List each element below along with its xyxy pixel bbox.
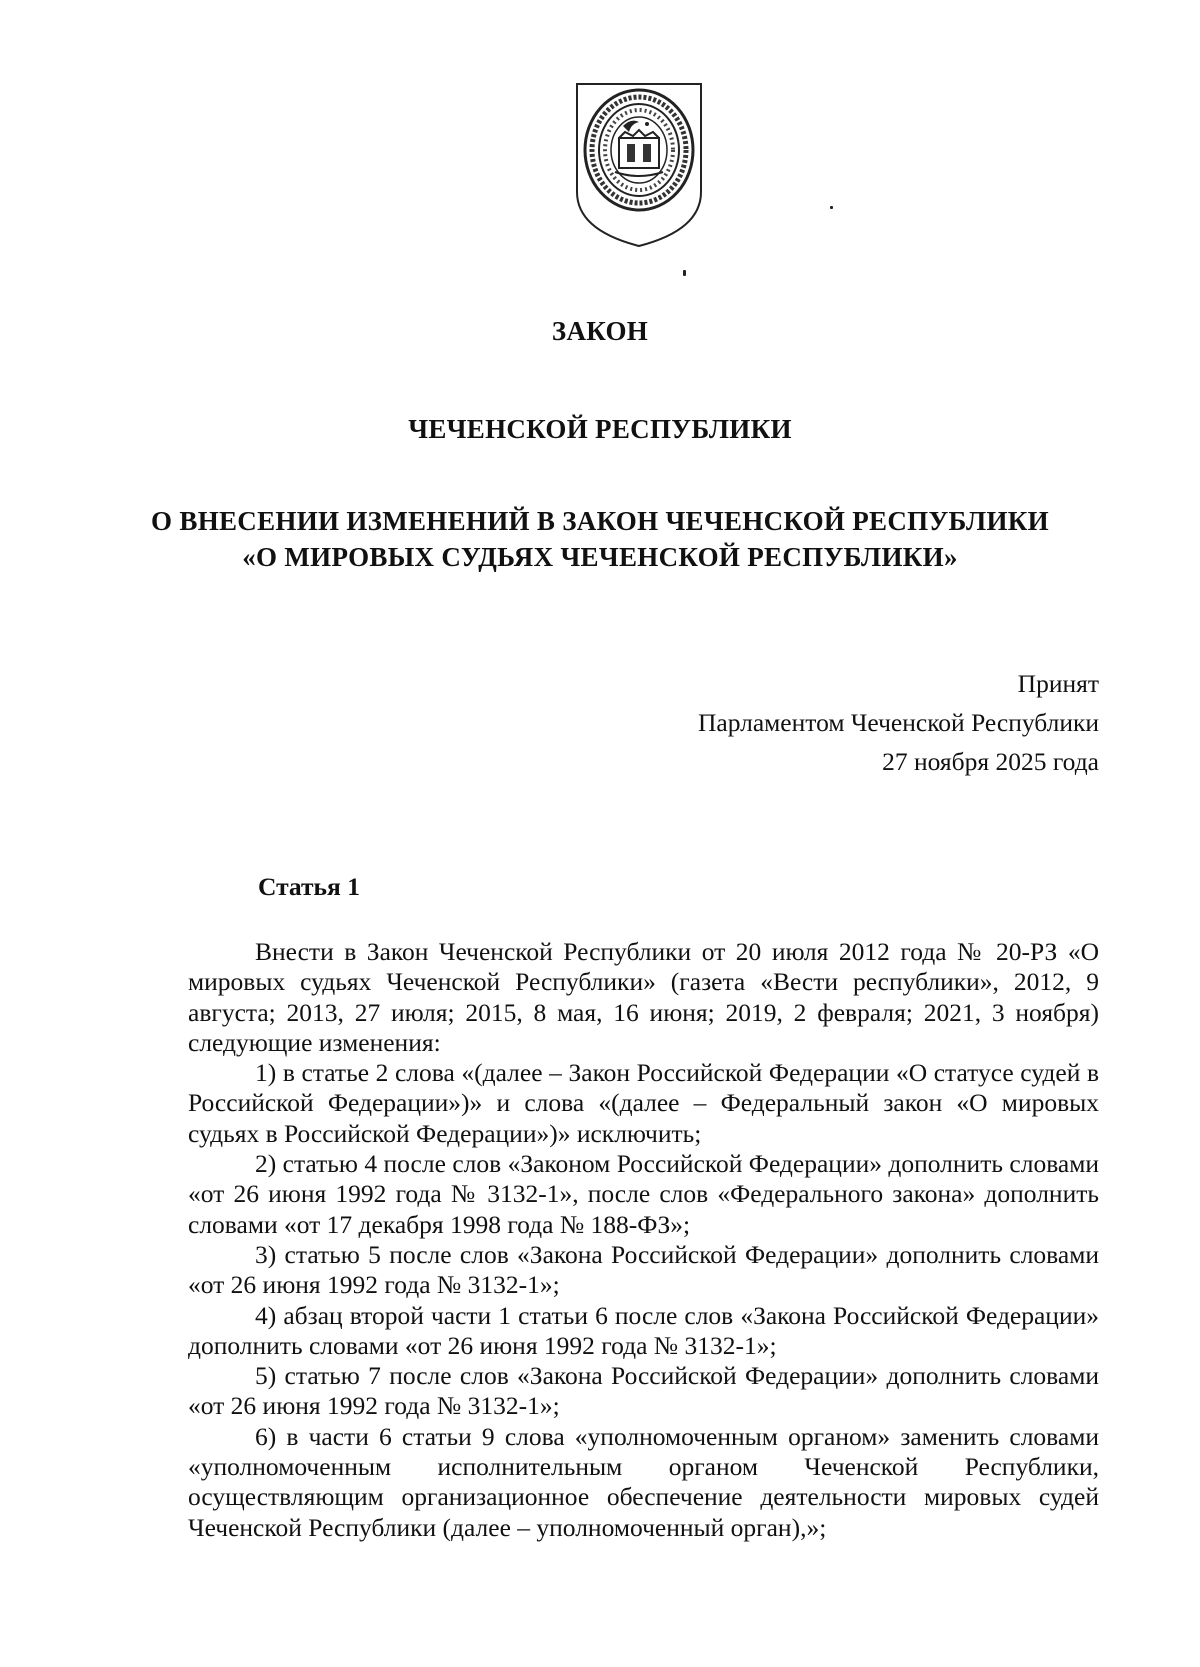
article-intro-paragraph: Внести в Закон Чеченской Республики от 20 июля 2012 года № 20-РЗ «О мировых судьях Чеченской Республики» (газета «Вести республики», 2012, 9 августа; 2013, 27 июля; 2015, 8 мая, 16 июня; 2019, 2 февраля; 2021, 3 ноября) следующие изменения: bbox=[188, 937, 1099, 1057]
amendment-item: 6) в части 6 статьи 9 слова «уполномоченным органом» заменить словами «уполномоченным исполнительным органом Чеченской Республики, осуществляющим организационное обеспечение деятельности мировых судей Чеченской Республики (далее – уполномоченный орган),»; bbox=[188, 1421, 1099, 1542]
law-subject-title bbox=[0, 503, 1200, 575]
republic-title: ЧЕЧЕНСКОЙ РЕСПУБЛИКИ bbox=[408, 414, 792, 444]
law-subject-line-2: «О МИРОВЫХ СУДЬЯХ ЧЕЧЕНСКОЙ РЕСПУБЛИКИ» bbox=[242, 542, 958, 572]
article-body bbox=[188, 937, 1099, 1543]
coat-of-arms-emblem bbox=[571, 80, 707, 250]
document-type-title: ЗАКОН bbox=[551, 316, 649, 346]
adoption-block bbox=[698, 664, 1099, 781]
amendment-item: 5) статью 7 после слов «Закона Российской Федерации» дополнить словами «от 26 июня 1992 года № 3132-1»; bbox=[188, 1361, 1099, 1421]
amendment-item: 1) в статье 2 слова «(далее – Закон Российской Федерации «О статусе судей в Российской Федерации»)» и слова «(далее – Федеральный закон «О мировых судьях в Российской Федерации»)» исключить; bbox=[188, 1058, 1099, 1148]
scan-speck bbox=[683, 270, 686, 276]
adoption-line-2: Парламентом Чеченской Республики bbox=[697, 708, 1099, 737]
amendment-item: 2) статью 4 после слов «Законом Российской Федерации» дополнить словами «от 26 июня 1992 года № 3132-1», после слов «Федерального закона» дополнить словами «от 17 декабря 1998 года № 188-ФЗ»; bbox=[188, 1149, 1099, 1239]
amendment-item: 4) абзац второй части 1 статьи 6 после слов «Закона Российской Федерации» дополнить словами «от 26 июня 1992 года № 3132-1»; bbox=[188, 1300, 1099, 1360]
law-subject-line-1: О ВНЕСЕНИИ ИЗМЕНЕНИЙ В ЗАКОН ЧЕЧЕНСКОЙ РЕСПУБЛИКИ bbox=[151, 506, 1049, 536]
scan-speck bbox=[830, 206, 833, 209]
article-heading: Статья 1 bbox=[258, 872, 360, 901]
amendment-item: 3) статью 5 после слов «Закона Российской Федерации» дополнить словами «от 26 июня 1992 года № 3132-1»; bbox=[188, 1239, 1099, 1300]
adoption-date: 27 ноября 2025 года bbox=[882, 747, 1099, 776]
adoption-line-1: Принят bbox=[1017, 669, 1099, 698]
